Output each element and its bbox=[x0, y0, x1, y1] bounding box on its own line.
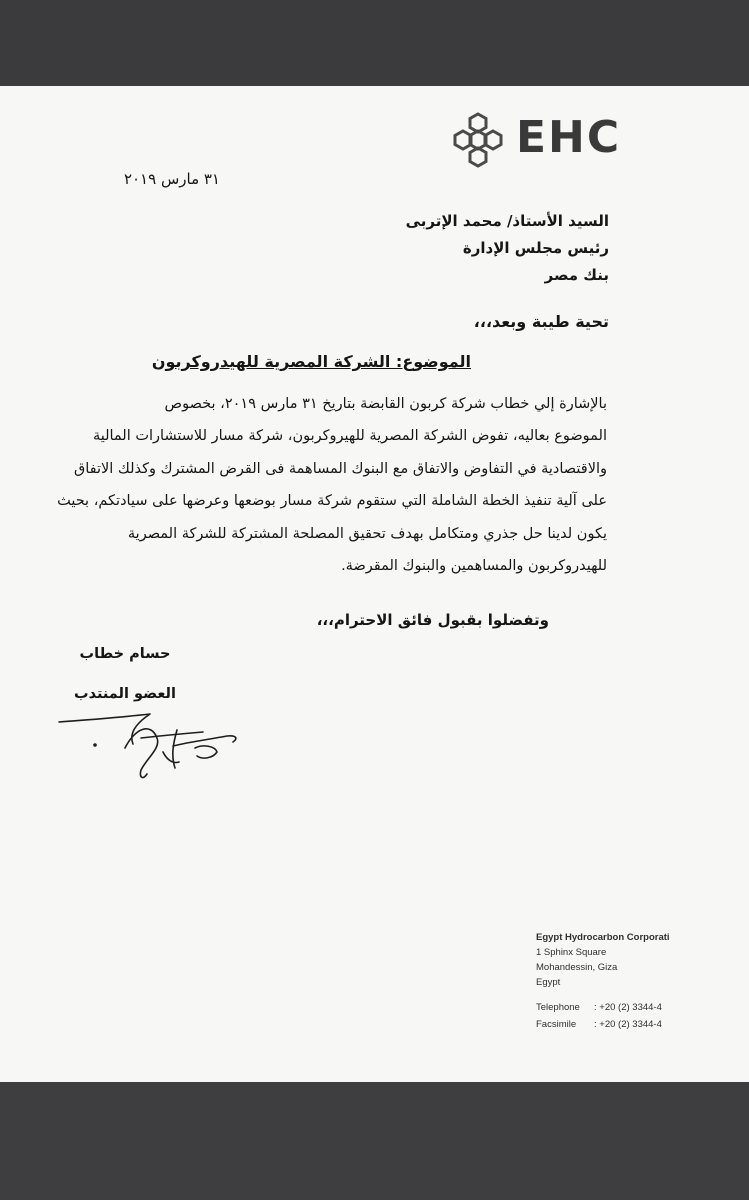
telephone-label: Telephone bbox=[536, 1002, 580, 1013]
body-line: يكون لدينا حل جذري ومتكامل بهدف تحقيق المصلحة المشتركة للشركة المصرية bbox=[127, 525, 607, 542]
top-frame-band bbox=[0, 0, 749, 86]
recipient-title: رئيس مجلس الإدارة bbox=[462, 239, 609, 257]
bottom-frame-band bbox=[0, 1082, 749, 1200]
footer-facsimile bbox=[536, 1016, 749, 1033]
footer-address-line: 1 Sphinx Square bbox=[536, 947, 607, 958]
footer-address-line: Mohandessin, Giza bbox=[536, 962, 618, 973]
facsimile-value: : +20 (2) 3344-4 bbox=[594, 1019, 662, 1030]
telephone-value: : +20 (2) 3344-4 bbox=[594, 1002, 662, 1013]
recipient-name: السيد الأستاذ/ محمد الإتربى bbox=[405, 212, 609, 230]
body-line: للهيدروكربون والمساهمين والبنوك المقرضة. bbox=[341, 558, 607, 575]
hexagon-logo-icon bbox=[446, 108, 510, 172]
company-footer bbox=[536, 930, 749, 1033]
greeting: تحية طيبة وبعد،،، bbox=[473, 312, 609, 331]
recipient-bank: بنك مصر bbox=[544, 266, 609, 284]
signer-block bbox=[60, 634, 190, 714]
handwritten-signature bbox=[55, 708, 245, 788]
footer-company-name: Egypt Hydrocarbon Corporati bbox=[536, 932, 670, 943]
letter-body bbox=[57, 388, 607, 582]
closing-line: وتفضلوا بقبول فائق الاحترام،،، bbox=[316, 611, 549, 629]
subject-line: الموضوع: الشركة المصرية للهيدروكربون bbox=[151, 352, 471, 371]
footer-address-line: Egypt bbox=[536, 977, 561, 988]
logo-wordmark: EHC bbox=[516, 112, 622, 163]
signer-name: حسام خطاب bbox=[79, 646, 171, 662]
facsimile-label: Facsimile bbox=[536, 1019, 577, 1030]
signer-role: العضو المنتدب bbox=[74, 686, 176, 702]
footer-telephone bbox=[536, 999, 749, 1016]
body-line: على آلية تنفيذ الخطة الشاملة التي ستقوم شركة مسار بوضعها وعرضها على سيادتكم، بحيث bbox=[57, 493, 607, 510]
recipient-block bbox=[406, 208, 609, 289]
body-line: الموضوع بعاليه، تفوض الشركة المصرية للهيروكربون، شركة مسار للاستشارات المالية bbox=[92, 428, 607, 445]
footer-contact bbox=[536, 999, 749, 1033]
body-line: والاقتصادية في التفاوض والاتفاق مع البنوك المساهمة فى القرض المشترك وكذلك الاتفاق bbox=[73, 460, 607, 477]
company-logo bbox=[446, 108, 656, 172]
body-line: بالإشارة إلي خطاب شركة كربون القابضة بتاريخ ٣١ مارس ٢٠١٩، بخصوص bbox=[164, 396, 607, 412]
letter-date: ٣١ مارس ٢٠١٩ bbox=[123, 170, 220, 188]
